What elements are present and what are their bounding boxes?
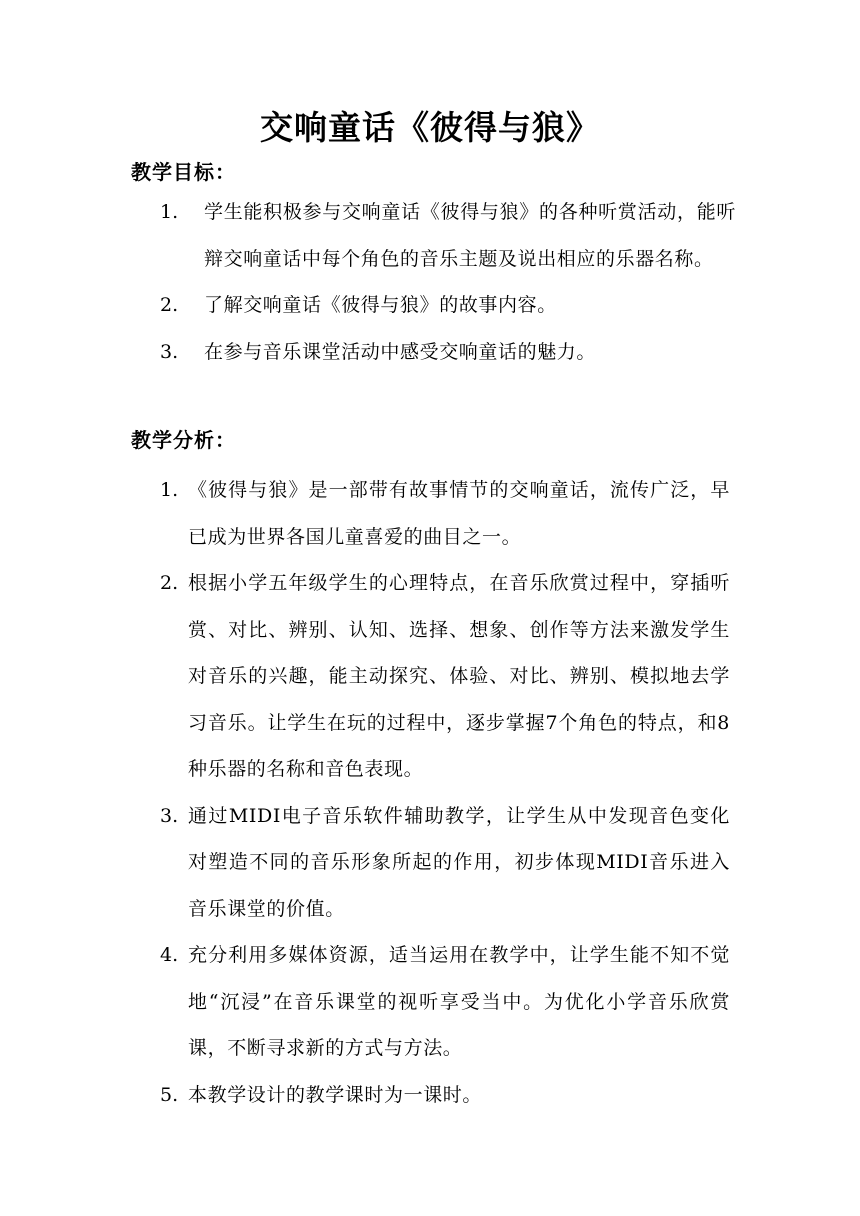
list-item <box>160 467 740 560</box>
list-item-text: 通过MIDI电子音乐软件辅助教学，让学生从中发现音色变化对塑造不同的音乐形象所起的作用，初步体现MIDI音乐进入音乐课堂的价值。 <box>188 804 730 920</box>
document-title: 交响童话《彼得与狼》 <box>260 108 600 147</box>
list-item <box>160 560 740 793</box>
analysis-list <box>160 467 740 1118</box>
list-item-number: 3. <box>160 804 179 827</box>
list-item-number: 4. <box>160 944 179 966</box>
list-item-number: 3. <box>160 340 179 363</box>
list-item <box>160 932 740 1072</box>
section-heading-analysis: 教学分析： <box>131 428 236 452</box>
list-item <box>160 329 740 376</box>
list-item-number: 1. <box>160 201 179 223</box>
list-item-text: 学生能积极参与交响童话《彼得与狼》的各种听赏活动，能听辩交响童话中每个角色的音乐主题及说出相应的乐器名称。 <box>204 201 736 270</box>
list-item-text: 根据小学五年级学生的心理特点，在音乐欣赏过程中，穿插听赏、对比、辨别、认知、选择、想象、创作等方法来激发学生对音乐的兴趣，能主动探究、体验、对比、辨别、模拟地去学习音乐。让学生在玩的过程中，逐步掌握7个角色的特点，和8种乐器的名称和音色表现。 <box>188 572 730 780</box>
list-item <box>160 282 740 329</box>
list-item-text: 在参与音乐课堂活动中感受交响童话的魅力。 <box>204 340 597 363</box>
list-item-text: 本教学设计的教学课时为一课时。 <box>188 1083 483 1106</box>
list-item-text: 充分利用多媒体资源，适当运用在教学中，让学生能不知不觉地“沉浸”在音乐课堂的视听享受当中。为优化小学音乐欣赏课，不断寻求新的方式与方法。 <box>188 944 730 1059</box>
objectives-list <box>160 189 740 375</box>
list-item <box>160 793 740 933</box>
list-item-text: 了解交响童话《彼得与狼》的故事内容。 <box>204 294 557 316</box>
list-item-number: 2. <box>160 294 179 316</box>
list-item <box>160 1072 740 1119</box>
list-item-text: 《彼得与狼》是一部带有故事情节的交响童话，流传广泛，早已成为世界各国儿童喜爱的曲目之一。 <box>188 479 730 548</box>
list-item-number: 2. <box>160 572 179 594</box>
list-item <box>160 189 740 282</box>
list-item-number: 5. <box>160 1083 179 1106</box>
section-heading-objectives: 教学目标： <box>131 160 236 184</box>
list-item-number: 1. <box>160 479 179 501</box>
